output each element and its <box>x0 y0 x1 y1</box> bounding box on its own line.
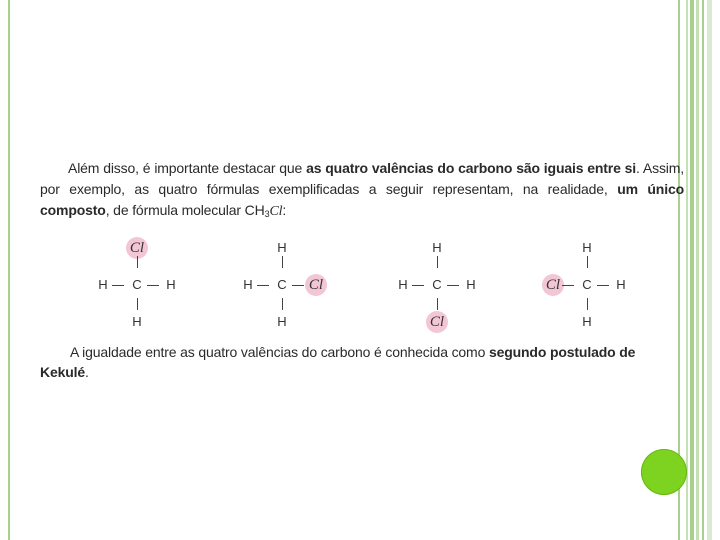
text-run: , de fórmula molecular CH <box>105 202 265 218</box>
bond-line <box>137 298 138 310</box>
formula-3 <box>387 236 487 334</box>
bold-text: as quatro valências do carbono são iguais entre si <box>306 160 637 176</box>
atom-bottom: H <box>277 314 287 329</box>
atom-left: H <box>98 277 108 292</box>
atom-center: C <box>432 277 442 292</box>
bond-line <box>282 256 283 268</box>
bond-line <box>257 285 269 286</box>
subscript: 3 <box>264 209 270 219</box>
atom-center: C <box>277 277 287 292</box>
bond-line <box>587 298 588 310</box>
bold-text: um único composto <box>40 181 684 218</box>
decorative-green-circle <box>641 449 687 495</box>
atom-bottom: Cl <box>429 314 445 330</box>
bond-line <box>587 256 588 268</box>
decorative-bar <box>707 0 712 540</box>
atom-top: Cl <box>129 240 145 256</box>
formula-2 <box>232 236 332 334</box>
atom-center: C <box>132 277 142 292</box>
bond-line <box>137 256 138 268</box>
bond-line <box>447 285 459 286</box>
bond-line <box>292 285 304 286</box>
intro-paragraph <box>40 158 684 222</box>
bond-line <box>437 298 438 310</box>
text-run: : <box>282 202 287 218</box>
decorative-bar <box>690 0 694 540</box>
text-run: Além disso, é importante destacar que <box>68 160 307 176</box>
atom-top: H <box>277 240 287 255</box>
atom-left: Cl <box>545 277 561 293</box>
bond-line <box>437 256 438 268</box>
bond-line <box>112 285 124 286</box>
bond-line <box>597 285 609 286</box>
text-run: A igualdade entre as quatro valências do carbono é conhecida como <box>70 344 489 360</box>
decorative-bar <box>696 0 699 540</box>
atom-right: H <box>166 277 176 292</box>
atom-center: C <box>582 277 592 292</box>
formula-4 <box>537 236 637 334</box>
atom-bottom: H <box>582 314 592 329</box>
decorative-bar <box>702 0 704 540</box>
atom-bottom: H <box>132 314 142 329</box>
decorative-bar <box>686 0 688 540</box>
atom-right: H <box>616 277 626 292</box>
bond-line <box>282 298 283 310</box>
structural-formulas <box>40 236 684 334</box>
atom-left: H <box>243 277 253 292</box>
slide-content <box>40 158 684 382</box>
conclusion-paragraph <box>40 342 684 382</box>
atom-right: Cl <box>308 277 324 293</box>
formula-1 <box>87 236 187 334</box>
bond-line <box>147 285 159 286</box>
bond-line <box>562 285 574 286</box>
text-run: . Assim, por exemplo, as quatro fórmulas exemplificadas a seguir representam, na realidade, <box>40 160 685 197</box>
atom-right: H <box>466 277 476 292</box>
bold-text: segundo postulado de Kekulé <box>40 344 636 380</box>
atom-left: H <box>398 277 408 292</box>
text-run: . <box>85 364 89 380</box>
atom-top: H <box>432 240 442 255</box>
chlorine-symbol: Cl <box>269 204 283 219</box>
bond-line <box>412 285 424 286</box>
atom-top: H <box>582 240 592 255</box>
